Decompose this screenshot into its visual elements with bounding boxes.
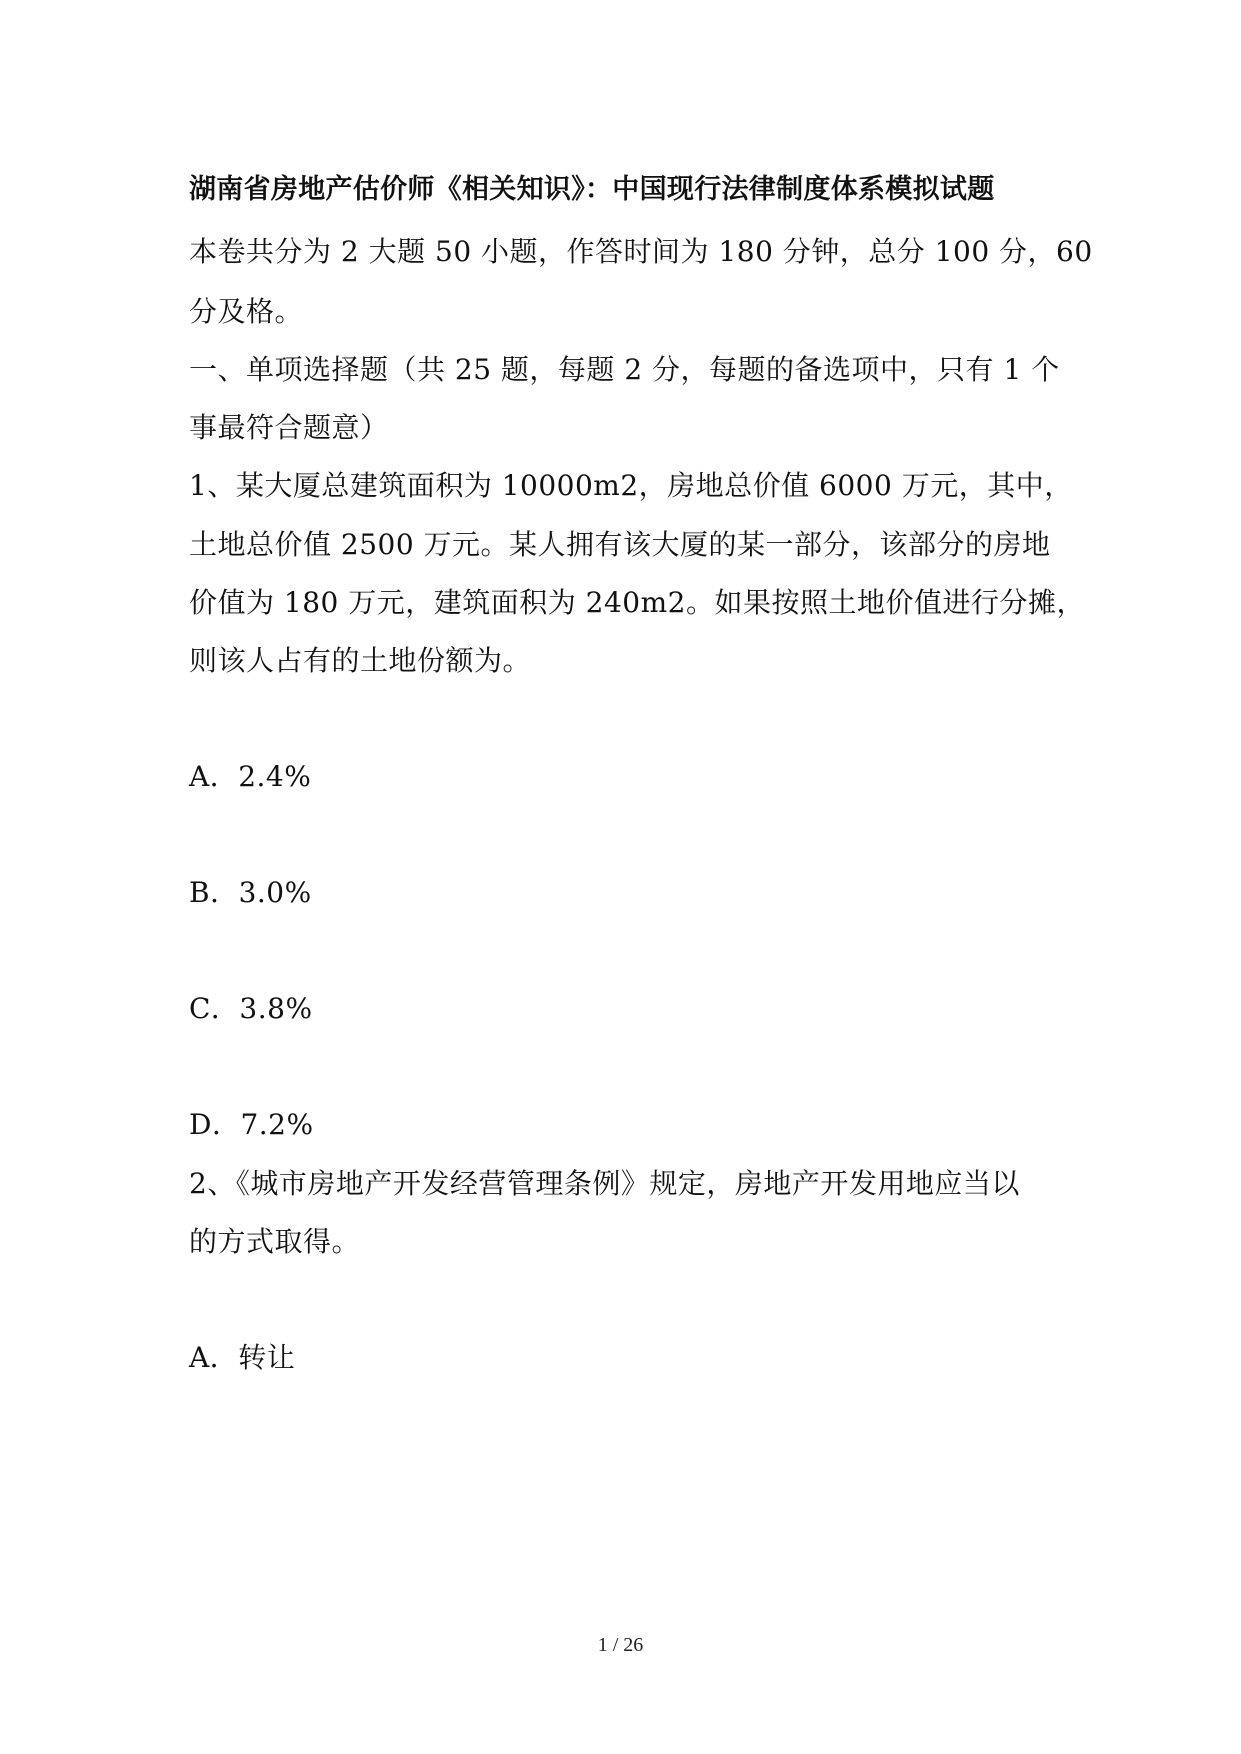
intro-line-2: 分及格。 xyxy=(189,295,304,328)
question-1-option-d: D．7.2% xyxy=(189,1108,314,1141)
page-number: 1 / 26 xyxy=(597,1634,644,1656)
question-1-stem-line-4: 则该人占有的土地份额为。 xyxy=(189,644,532,677)
question-1-option-c: C．3.8% xyxy=(189,992,313,1025)
section-heading-line-2: 事最符合题意） xyxy=(189,411,389,444)
question-2-option-a: A．转让 xyxy=(189,1341,296,1374)
question-1-stem-line-2: 土地总价值 2500 万元。某人拥有该大厦的某一部分，该部分的房地 xyxy=(189,528,1051,561)
question-1-option-a: A．2.4% xyxy=(189,760,312,793)
document-title: 湖南省房地产估价师《相关知识》：中国现行法律制度体系模拟试题 xyxy=(189,174,995,205)
question-2-stem-line-2: 的方式取得。 xyxy=(189,1225,361,1258)
question-1-option-b: B．3.0% xyxy=(189,876,312,909)
intro-line-1: 本卷共分为 2 大题 50 小题，作答时间为 180 分钟，总分 100 分，60 xyxy=(189,235,1093,268)
question-2-stem-line-1: 2、《城市房地产开发经营管理条例》规定，房地产开发用地应当以 xyxy=(189,1167,1020,1200)
question-1-stem-line-3: 价值为 180 万元，建筑面积为 240m2。如果按照土地价值进行分摊， xyxy=(189,586,1085,619)
question-1-stem-line-1: 1、某大厦总建筑面积为 10000m2，房地总价值 6000 万元，其中， xyxy=(189,469,1073,502)
section-heading-line-1: 一、单项选择题（共 25 题，每题 2 分，每题的备选项中，只有 1 个 xyxy=(189,353,1060,386)
